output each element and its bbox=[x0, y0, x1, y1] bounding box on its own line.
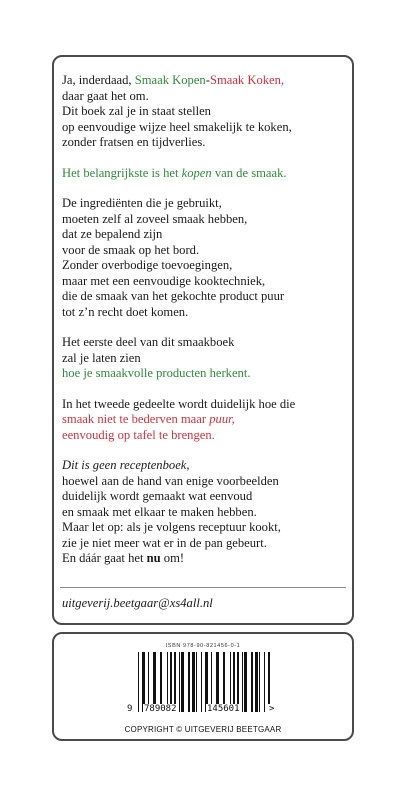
text-line: en smaak met elkaar te maken hebben. bbox=[62, 504, 257, 519]
bold-word: nu bbox=[146, 551, 161, 565]
text-line-red: smaak niet te bederven maar bbox=[62, 412, 210, 426]
text-line: De ingrediënten die je gebruikt, bbox=[62, 196, 222, 210]
text-line: voor de smaak op het bord. bbox=[62, 242, 200, 257]
barcode-bar bbox=[216, 652, 219, 712]
barcode-bar bbox=[138, 652, 139, 712]
barcode-image bbox=[138, 652, 270, 712]
barcode-bar bbox=[179, 652, 180, 712]
text-line-green: hoe je smaakvolle producten herkent. bbox=[62, 366, 251, 380]
barcode-bar bbox=[255, 652, 258, 712]
barcode-digits bbox=[126, 704, 276, 718]
paragraph-ingredients bbox=[62, 196, 346, 320]
barcode-bar bbox=[201, 652, 202, 712]
intro-line: Ja, inderdaad, bbox=[62, 73, 135, 87]
paragraph-intro bbox=[62, 73, 346, 151]
text-line: Het eerste deel van dit smaakboek bbox=[62, 335, 235, 349]
barcode-bar bbox=[160, 652, 162, 712]
barcode-bar bbox=[153, 652, 156, 712]
paragraph-not-recipe-book bbox=[62, 458, 346, 567]
barcode-bar bbox=[259, 652, 260, 712]
barcode-digits-left: 789082 bbox=[144, 704, 177, 714]
barcode-bar bbox=[268, 652, 270, 712]
barcode-bar bbox=[188, 652, 190, 712]
barcode-bar bbox=[223, 652, 225, 712]
paragraph-part-one bbox=[62, 335, 346, 382]
text-line: hoewel aan de hand van enige voorbeelden bbox=[62, 473, 279, 488]
barcode-bar bbox=[181, 652, 184, 712]
barcode-bar bbox=[211, 652, 212, 712]
barcode-bar bbox=[167, 652, 168, 712]
barcode-bar bbox=[264, 652, 265, 712]
emphasis-red: puur, bbox=[209, 412, 235, 426]
barcode-bar bbox=[242, 652, 243, 712]
text-line: Zonder overbodige toevoegingen, bbox=[62, 258, 233, 272]
barcode-bar bbox=[174, 652, 176, 712]
barcode-bar bbox=[142, 652, 145, 712]
text-line: zal je laten zien bbox=[62, 350, 141, 365]
text-line: zie je niet meer wat er in de pan gebeurt. bbox=[62, 535, 267, 550]
text-line: om! bbox=[160, 551, 185, 565]
barcode-bar bbox=[251, 652, 253, 712]
emphasis: kopen bbox=[181, 165, 212, 180]
text-line: tot z’n recht doet komen. bbox=[62, 304, 189, 319]
text-line: Dit boek zal je in staat stellen bbox=[62, 104, 211, 118]
comma: , bbox=[186, 458, 190, 472]
barcode-digit-first: 9 bbox=[127, 704, 133, 714]
barcode-bar bbox=[148, 652, 149, 712]
text-line-red: eenvoudig op tafel te brengen. bbox=[62, 427, 215, 442]
dash: - bbox=[205, 73, 210, 87]
text-line: In het tweede gedeelte wordt duidelijk hoe die bbox=[62, 396, 296, 411]
barcode-arrow: > bbox=[269, 704, 275, 714]
text-line: maar met een eenvoudige kooktechniek, bbox=[62, 273, 266, 288]
publisher-email-link[interactable]: uitgeverij.beetgaar@xs4all.nl bbox=[62, 596, 213, 610]
smaak-koken-highlight: Smaak Koken, bbox=[209, 73, 285, 87]
text-line: moeten zelf al zoveel smaak hebben, bbox=[62, 211, 248, 226]
barcode-bar bbox=[233, 652, 235, 712]
text-line: Het belangrijkste is het bbox=[62, 165, 182, 180]
copyright-notice: COPYRIGHT © UITGEVERIJ BEETGAAR bbox=[124, 725, 282, 734]
emphasis: Dit is geen receptenboek bbox=[62, 458, 187, 472]
barcode-panel bbox=[52, 632, 354, 741]
text-line: zonder fratsen en tijdverlies. bbox=[62, 135, 206, 149]
barcode-bar bbox=[244, 652, 247, 712]
blurb-panel bbox=[52, 55, 354, 625]
barcode-digits-right: 145601 bbox=[207, 704, 240, 714]
text-line: En dáár gaat het bbox=[62, 551, 147, 565]
text-line: van de smaak. bbox=[211, 165, 287, 180]
barcode-bar bbox=[170, 652, 172, 712]
smaak-kopen-highlight: Smaak Kopen bbox=[134, 73, 206, 87]
text-line: op eenvoudige wijze heel smakelijk te koken, bbox=[62, 119, 292, 134]
paragraph-part-two bbox=[62, 397, 346, 444]
barcode-bar bbox=[230, 652, 231, 712]
text-line: dat ze bepalend zijn bbox=[62, 227, 163, 241]
barcode-bar bbox=[205, 652, 208, 712]
text-line: daar gaat het om. bbox=[62, 88, 149, 103]
divider bbox=[60, 587, 346, 588]
barcode-bar bbox=[196, 652, 197, 712]
text-line: die de smaak van het gekochte product puur bbox=[62, 289, 285, 303]
isbn-label: ISBN 978-90-821456-0-1 bbox=[165, 643, 241, 649]
paragraph-key-message bbox=[62, 166, 346, 182]
text-line: Maar let op: als je volgens receptuur kookt, bbox=[62, 520, 281, 534]
barcode-bar bbox=[237, 652, 239, 712]
blurb-text bbox=[62, 73, 346, 567]
text-line: duidelijk wordt gemaakt wat eenvoud bbox=[62, 489, 253, 503]
barcode-bar bbox=[192, 652, 195, 712]
